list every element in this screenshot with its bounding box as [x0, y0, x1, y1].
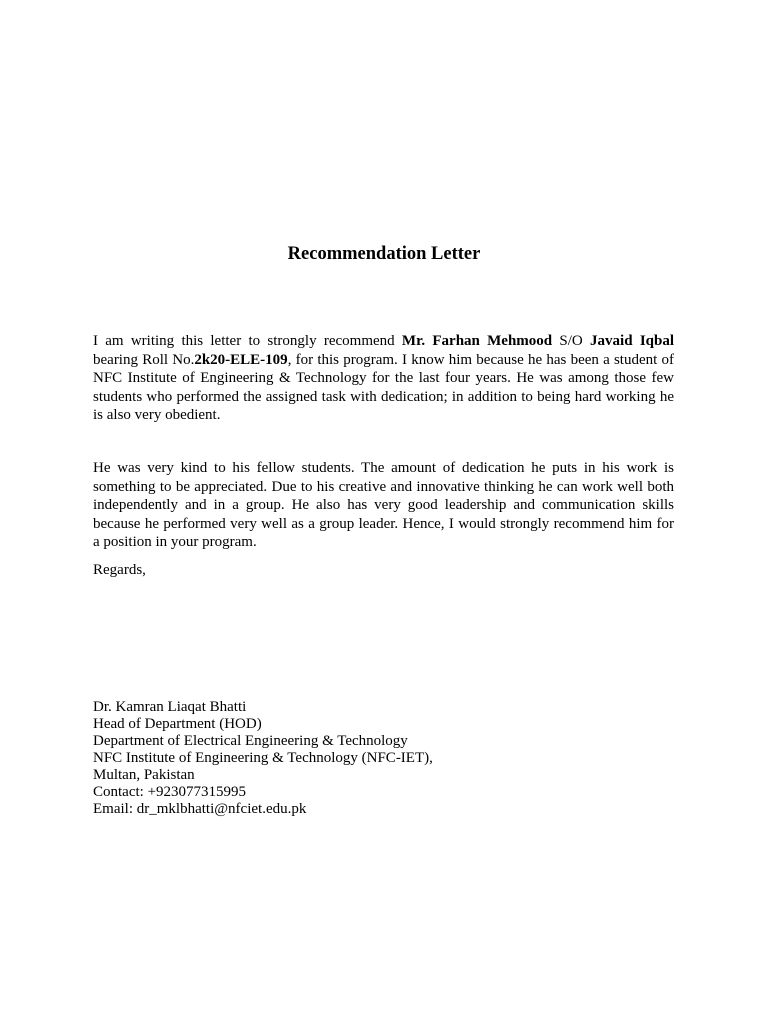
- signatory-position: Head of Department (HOD): [93, 716, 262, 732]
- closing-regards: Regards,: [93, 562, 146, 578]
- signatory-email: Email: dr_mklbhatti@nfciet.edu.pk: [93, 801, 307, 817]
- signatory-contact: Contact: +923077315995: [93, 784, 247, 800]
- roll-number: 2k20-ELE-109: [194, 351, 288, 368]
- signatory-city: Multan, Pakistan: [93, 767, 195, 783]
- intro-text-2: S/O: [552, 333, 591, 349]
- intro-text-1: I am writing this letter to strongly recommend: [93, 333, 402, 349]
- signatory-institute: NFC Institute of Engineering & Technology (NFC-IET),: [93, 750, 433, 766]
- signatory-department: Department of Electrical Engineering & Technology: [93, 733, 408, 749]
- intro-text-3: bearing Roll No.: [93, 351, 195, 368]
- signature-block: [93, 699, 693, 818]
- signatory-name: Dr. Kamran Liaqat Bhatti: [93, 699, 247, 715]
- father-name: Javaid Iqbal: [590, 333, 675, 349]
- intro-text-4: , for this program. I know him because he has been a student of NFC Institute of Engineering & Technology for the last four years. He was among those few students who performed the assigned task with dedication; in addition to being hard working he is also very obedient.: [93, 351, 674, 423]
- letter-title: Recommendation Letter: [287, 244, 481, 264]
- qualities-paragraph: He was very kind to his fellow students. The amount of dedication he puts in his work is something to be appreciated. Due to his creative and innovative thinking he can work well both independently and in a group. He also has very good leadership and communication skills because he performed very well as a group leader. Hence, I would strongly recommend him for a position in your program.: [93, 460, 674, 550]
- intro-paragraph: [93, 332, 674, 425]
- student-name: Mr. Farhan Mehmood: [401, 333, 553, 349]
